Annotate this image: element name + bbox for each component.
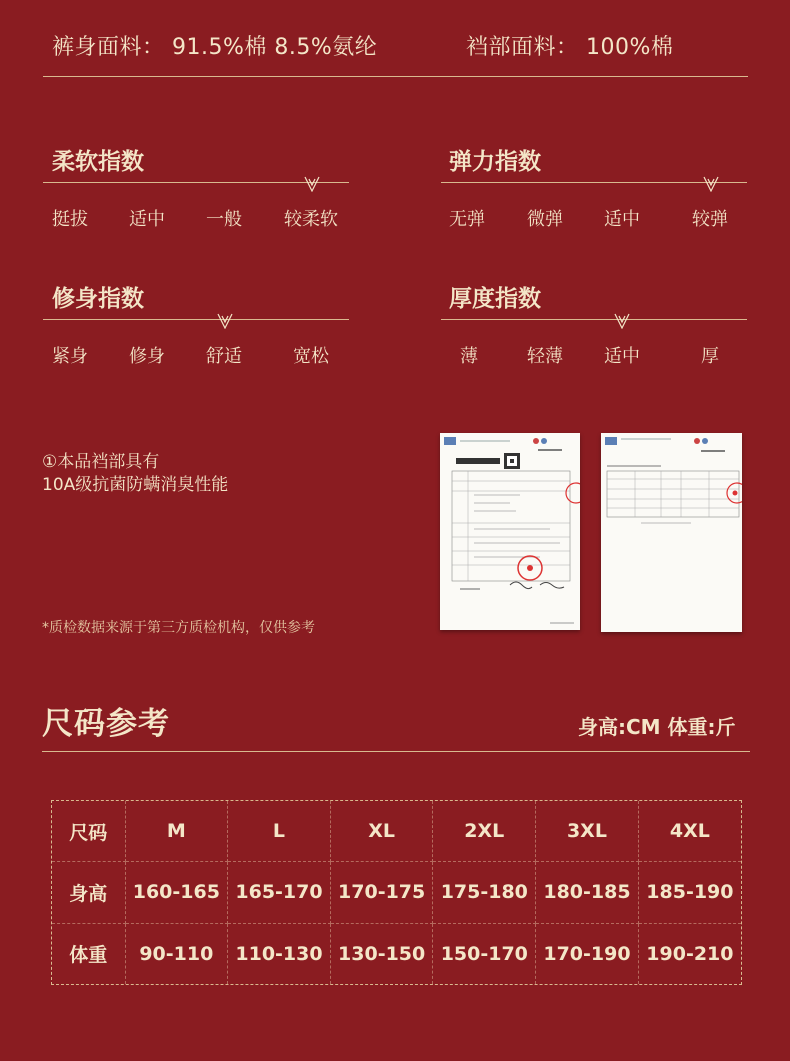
footnote: *质检数据来源于第三方质检机构，仅供参考 — [42, 620, 315, 636]
divider — [42, 751, 750, 752]
table-row-label: 体重 — [52, 923, 125, 984]
fit-label-3: 舒适 — [206, 346, 242, 367]
selected-marker-icon — [217, 313, 233, 329]
fit-label-1: 紧身 — [52, 346, 88, 367]
table-row — [52, 862, 741, 924]
elasticity-label-4: 较弹 — [692, 209, 728, 230]
table-cell: 175-180 — [433, 862, 536, 924]
table-row — [52, 923, 741, 984]
elasticity-label-2: 微弹 — [527, 209, 563, 230]
size-reference-title: 尺码参考 — [42, 706, 170, 742]
softness-label-2: 适中 — [129, 209, 165, 230]
test-report-drawing — [601, 433, 742, 632]
table-cell: 170-190 — [536, 923, 639, 984]
thickness-label-2: 轻薄 — [527, 346, 563, 367]
selected-marker-icon — [304, 176, 320, 192]
thickness-label-4: 厚 — [701, 346, 719, 367]
pants-fabric: 裤身面料： 91.5%棉 8.5%氨纶 — [52, 35, 378, 60]
softness-label-4: 较柔软 — [284, 209, 338, 230]
size-unit: 身高:CM 体重:斤 — [578, 715, 736, 739]
selected-marker-icon — [614, 313, 630, 329]
selected-marker-icon — [703, 176, 719, 192]
table-cell: 150-170 — [433, 923, 536, 984]
table-header-cell: XL — [330, 801, 433, 862]
table-header-cell: 尺码 — [52, 801, 125, 862]
fit-scale — [43, 319, 349, 320]
thickness-index-title: 厚度指数 — [449, 286, 541, 312]
elasticity-index-title: 弹力指数 — [449, 149, 541, 175]
table-header-cell: M — [125, 801, 228, 862]
thickness-scale — [441, 319, 747, 320]
table-cell: 90-110 — [125, 923, 228, 984]
certificate-description — [42, 451, 228, 497]
test-report-image-2 — [601, 433, 742, 632]
softness-index-title: 柔软指数 — [52, 149, 144, 175]
fit-label-4: 宽松 — [293, 346, 329, 367]
table-cell: 130-150 — [330, 923, 433, 984]
table-header-cell: 2XL — [433, 801, 536, 862]
test-report-image-1 — [440, 433, 580, 630]
table-header-cell: L — [228, 801, 331, 862]
fit-index-title: 修身指数 — [52, 286, 144, 312]
table-header-cell: 3XL — [536, 801, 639, 862]
thickness-label-3: 适中 — [604, 346, 640, 367]
elasticity-label-3: 适中 — [604, 209, 640, 230]
thickness-label-1: 薄 — [460, 346, 478, 367]
softness-label-3: 一般 — [206, 209, 242, 230]
fit-label-2: 修身 — [129, 346, 165, 367]
table-header-cell: 4XL — [638, 801, 741, 862]
table-cell: 180-185 — [536, 862, 639, 924]
elasticity-label-1: 无弹 — [449, 209, 485, 230]
crotch-fabric: 裆部面料： 100%棉 — [466, 35, 674, 60]
table-cell: 185-190 — [638, 862, 741, 924]
certificate-line-2: 10A级抗菌防螨消臭性能 — [42, 475, 229, 495]
table-cell: 165-170 — [228, 862, 331, 924]
softness-label-1: 挺拔 — [52, 209, 88, 230]
divider — [43, 76, 748, 77]
table-cell: 160-165 — [125, 862, 228, 924]
table-cell: 170-175 — [330, 862, 433, 924]
test-report-drawing — [440, 433, 580, 630]
size-table — [51, 800, 742, 985]
certificate-line-1: ①本品裆部具有 — [42, 452, 160, 472]
table-row — [52, 801, 741, 862]
elasticity-scale — [441, 182, 747, 183]
table-cell: 110-130 — [228, 923, 331, 984]
table-row-label: 身高 — [52, 862, 125, 924]
table-cell: 190-210 — [638, 923, 741, 984]
